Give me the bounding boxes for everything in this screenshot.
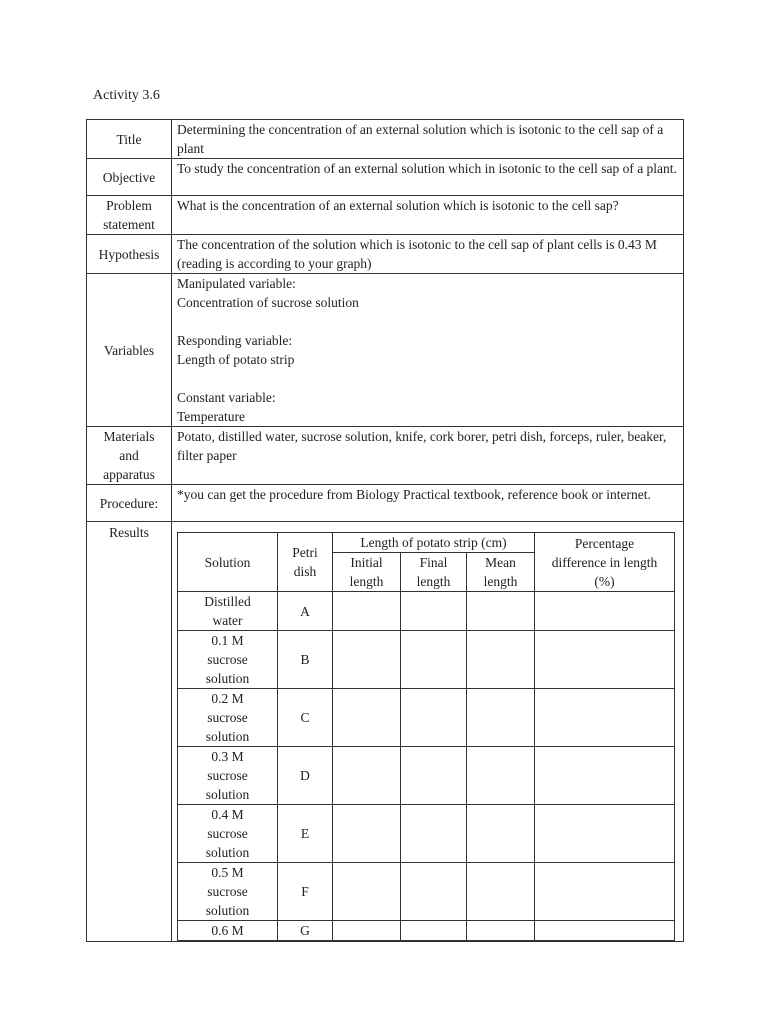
petri-dish-cell: D: [278, 747, 333, 805]
petri-header-line-2: dish: [293, 564, 317, 579]
constant-heading: Constant variable:: [177, 390, 276, 405]
responding-value: Length of potato strip: [177, 352, 295, 367]
responding-heading: Responding variable:: [177, 333, 293, 348]
results-table: [177, 532, 675, 941]
percentage-cell[interactable]: [535, 747, 675, 805]
solution-cell: [178, 805, 278, 863]
percentage-cell[interactable]: [535, 631, 675, 689]
table-row: [178, 631, 675, 689]
solution-cell: [178, 689, 278, 747]
solution-line: sucrose: [207, 710, 248, 725]
solution-line: water: [212, 613, 243, 628]
activity-heading: Activity 3.6: [93, 88, 160, 103]
percentage-cell[interactable]: [535, 863, 675, 921]
objective-row: [87, 159, 684, 196]
mean-length-cell[interactable]: [467, 863, 535, 921]
solution-line: 0.1 M: [211, 633, 244, 648]
materials-label-line-2: and: [119, 448, 139, 463]
solution-line: sucrose: [207, 652, 248, 667]
solution-line: 0.6 M: [211, 923, 244, 938]
final-length-cell[interactable]: [401, 747, 467, 805]
final-header-line-1: Final: [419, 555, 448, 570]
final-length-cell[interactable]: [401, 805, 467, 863]
petri-dish-cell: E: [278, 805, 333, 863]
mean-header-line-2: length: [483, 574, 518, 589]
solution-cell: [178, 863, 278, 921]
initial-length-cell[interactable]: [333, 747, 401, 805]
petri-dish-header: [278, 533, 333, 592]
materials-text: Potato, distilled water, sucrose solution, knife, cork borer, petri dish, forceps, ruler, beaker, filter paper: [172, 427, 684, 485]
petri-dish-cell: A: [278, 592, 333, 631]
percentage-cell[interactable]: [535, 689, 675, 747]
petri-dish-cell: G: [278, 921, 333, 941]
results-header-row-1: [178, 533, 675, 553]
solution-line: Distilled: [204, 594, 251, 609]
pct-header-line-3: (%): [594, 573, 615, 589]
percentage-cell[interactable]: [535, 805, 675, 863]
manipulated-value: Concentration of sucrose solution: [177, 295, 359, 310]
hypothesis-row: [87, 235, 684, 274]
initial-length-header: [333, 553, 401, 592]
table-row: [178, 747, 675, 805]
petri-dish-cell: C: [278, 689, 333, 747]
variables-row: [87, 274, 684, 427]
mean-length-cell[interactable]: [467, 805, 535, 863]
final-length-cell[interactable]: [401, 863, 467, 921]
initial-length-cell[interactable]: [333, 805, 401, 863]
pct-header-line-1: Percentage: [574, 535, 635, 551]
results-row: [87, 522, 684, 942]
final-length-cell[interactable]: [401, 631, 467, 689]
problem-text: What is the concentration of an external solution which is isotonic to the cell sap?: [172, 196, 684, 235]
mean-length-cell[interactable]: [467, 689, 535, 747]
hypothesis-label: Hypothesis: [87, 235, 172, 274]
solution-line: solution: [205, 787, 250, 802]
title-label: Title: [87, 120, 172, 159]
solution-line: 0.3 M: [211, 749, 244, 764]
solution-line: solution: [205, 671, 250, 686]
solution-cell: [178, 592, 278, 631]
mean-length-header: [467, 553, 535, 592]
constant-value: Temperature: [177, 409, 246, 424]
materials-label-line-1: Materials: [103, 429, 155, 444]
title-row: [87, 120, 684, 159]
manipulated-heading: Manipulated variable:: [177, 276, 296, 291]
procedure-row: [87, 485, 684, 522]
materials-row: [87, 427, 684, 485]
table-row: [178, 805, 675, 863]
problem-row: [87, 196, 684, 235]
percentage-cell[interactable]: [535, 921, 675, 941]
final-header-line-2: length: [416, 574, 451, 589]
objective-label: Objective: [87, 159, 172, 196]
problem-label-line-1: Problem: [106, 198, 152, 213]
initial-length-cell[interactable]: [333, 689, 401, 747]
materials-label-line-3: apparatus: [103, 467, 155, 482]
solution-cell: [178, 631, 278, 689]
mean-length-cell[interactable]: [467, 921, 535, 941]
results-label: Results: [87, 522, 172, 942]
solution-line: sucrose: [207, 768, 248, 783]
solution-cell: [178, 747, 278, 805]
initial-length-cell[interactable]: [333, 863, 401, 921]
mean-length-cell[interactable]: [467, 592, 535, 631]
solution-header: Solution: [178, 533, 278, 592]
percentage-header: [535, 533, 675, 592]
solution-line: solution: [205, 729, 250, 744]
activity-table: [86, 119, 684, 942]
table-row: [178, 689, 675, 747]
final-length-cell[interactable]: [401, 689, 467, 747]
hypothesis-text: The concentration of the solution which is isotonic to the cell sap of plant cells is 0.43 M (reading is according to your graph): [172, 235, 684, 274]
final-length-header: [401, 553, 467, 592]
procedure-label: Procedure:: [87, 485, 172, 522]
procedure-text: *you can get the procedure from Biology Practical textbook, reference book or internet.: [172, 485, 684, 522]
final-length-cell[interactable]: [401, 921, 467, 941]
initial-header-line-1: Initial: [350, 555, 383, 570]
objective-text: To study the concentration of an external solution which in isotonic to the cell sap of a plant.: [172, 159, 684, 196]
results-content: [172, 522, 684, 942]
initial-length-cell[interactable]: [333, 592, 401, 631]
solution-line: 0.5 M: [211, 865, 244, 880]
initial-length-cell[interactable]: [333, 921, 401, 941]
petri-header-line-1: Petri: [292, 545, 318, 560]
table-row: [178, 592, 675, 631]
petri-dish-cell: B: [278, 631, 333, 689]
table-row: [178, 863, 675, 921]
mean-length-cell[interactable]: [467, 747, 535, 805]
title-text: Determining the concentration of an external solution which is isotonic to the cell sap of a plant: [172, 120, 684, 159]
solution-line: 0.4 M: [211, 807, 244, 822]
final-length-cell[interactable]: [401, 592, 467, 631]
solution-line: solution: [205, 903, 250, 918]
problem-label-line-2: statement: [103, 217, 155, 232]
petri-dish-cell: F: [278, 863, 333, 921]
mean-length-cell[interactable]: [467, 631, 535, 689]
solution-line: 0.2 M: [211, 691, 244, 706]
table-row: [178, 921, 675, 941]
solution-line: sucrose: [207, 826, 248, 841]
variables-label: Variables: [87, 274, 172, 427]
initial-header-line-2: length: [349, 574, 384, 589]
length-group-header: Length of potato strip (cm): [333, 533, 535, 553]
solution-cell: [178, 921, 278, 941]
pct-header-line-2: difference in length: [551, 554, 658, 570]
mean-header-line-1: Mean: [485, 555, 516, 570]
variables-content: [172, 274, 684, 427]
solution-line: sucrose: [207, 884, 248, 899]
solution-line: solution: [205, 845, 250, 860]
problem-label: [87, 196, 172, 235]
initial-length-cell[interactable]: [333, 631, 401, 689]
materials-label: [87, 427, 172, 485]
percentage-cell[interactable]: [535, 592, 675, 631]
